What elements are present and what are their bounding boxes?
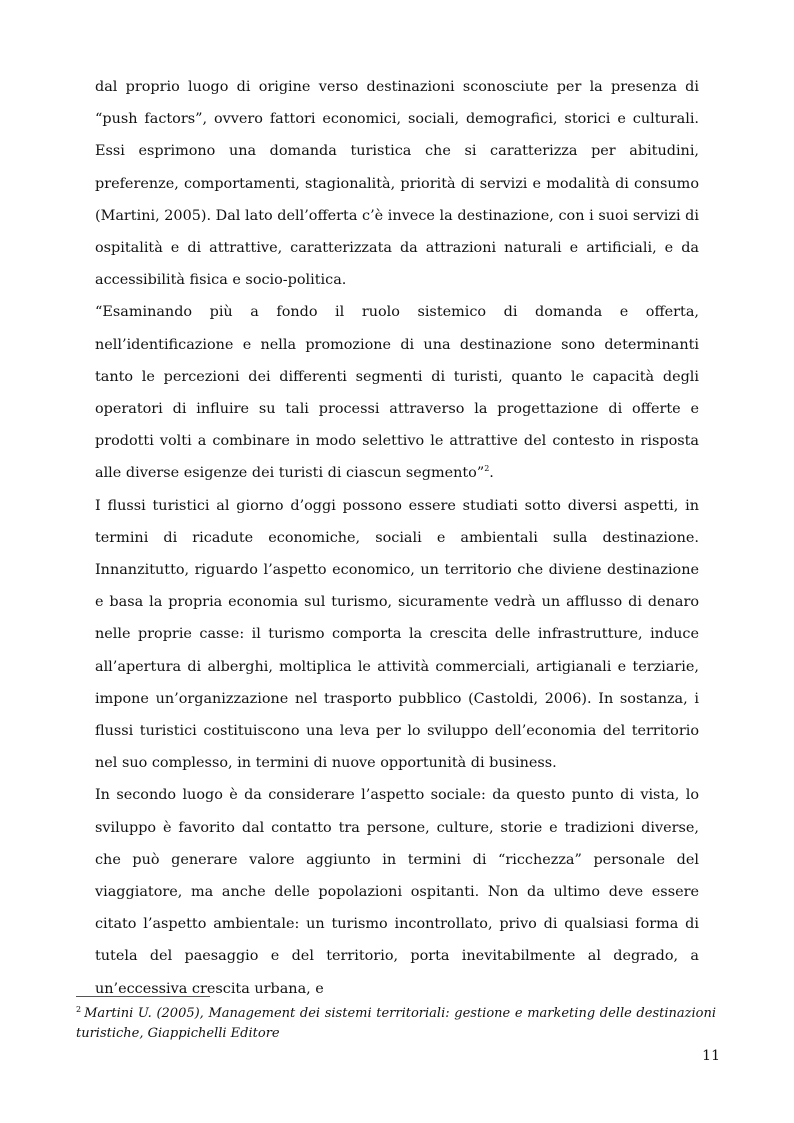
paragraph-3: I flussi turistici al giorno d’oggi possono essere studiati sotto diversi aspetti, in termini di ricadute economiche, sociali e ambientali sulla destinazione. Innanzitutto, riguardo l’aspetto economico, un territorio che diviene destinazione e basa la propria economia sul turismo, sicuramente vedrà un afflusso di denaro nelle proprie casse: il turismo comporta la crescita delle infrastrutture, induce all’apertura di alberghi, moltiplica le attività commerciali, artigianali e terziarie, impone un’organizzazione nel trasporto pubblico (Castoldi, 2006). In sostanza, i flussi turistici costituiscono una leva per lo sviluppo dell’economia del territorio nel suo complesso, in termini di nuove opportunità di business. [95,497,699,772]
footnote-reference[interactable]: 2 [484,464,490,474]
footnote-separator [76,996,210,997]
page-number: 11 [702,1048,720,1064]
footnote [76,1004,716,1044]
paragraph-2-text: “Esaminando più a fondo il ruolo sistemico di domanda e offerta, nell’identificazione e nella promozione di una destinazione sono determinanti tanto le percezioni dei differenti segmenti di turisti, quanto le capacità degli operatori di influire su tali processi attraverso la progettazione di offerte e prodotti volti a combinare in modo selettivo le attrattive del contesto in risposta alle diverse esigenze dei turisti di ciascun segmento” [95,304,699,482]
footnote-text: Martini U. (2005), Management dei sistemi territoriali: gestione e marketing delle destinazioni turistiche, Giappichelli Editore [76,1006,716,1041]
paragraph-2 [95,296,699,489]
paragraph-1: dal proprio luogo di origine verso destinazioni sconosciute per la presenza di “push factors”, ovvero fattori economici, sociali, demografici, storici e culturali. Essi esprimono una domanda turistica che si caratterizza per abitudini, preferenze, comportamenti, stagionalità, priorità di servizi e modalità di consumo (Martini, 2005). Dal lato dell’offerta c’è invece la destinazione, con i suoi servizi di ospitalità e di attrattive, caratterizzata da attrazioni naturali e artificiali, e da accessibilità fisica e socio-politica. [95,79,699,289]
body-text [95,71,699,1005]
paragraph-2-end: . [489,465,494,482]
paragraph-4: In secondo luogo è da considerare l’aspetto sociale: da questo punto di vista, lo sviluppo è favorito dal contatto tra persone, culture, storie e tradizioni diverse, che può generare valore aggiunto in termini di “ricchezza” personale del viaggiatore, ma anche delle popolazioni ospitanti. Non da ultimo deve essere citato l’aspetto ambientale: un turismo incontrollato, privo di qualsiasi forma di tutela del paesaggio e del territorio, porta inevitabilmente al degrado, a un’eccessiva crescita urbana, e [95,787,699,997]
footnote-number: 2 [76,1004,82,1014]
